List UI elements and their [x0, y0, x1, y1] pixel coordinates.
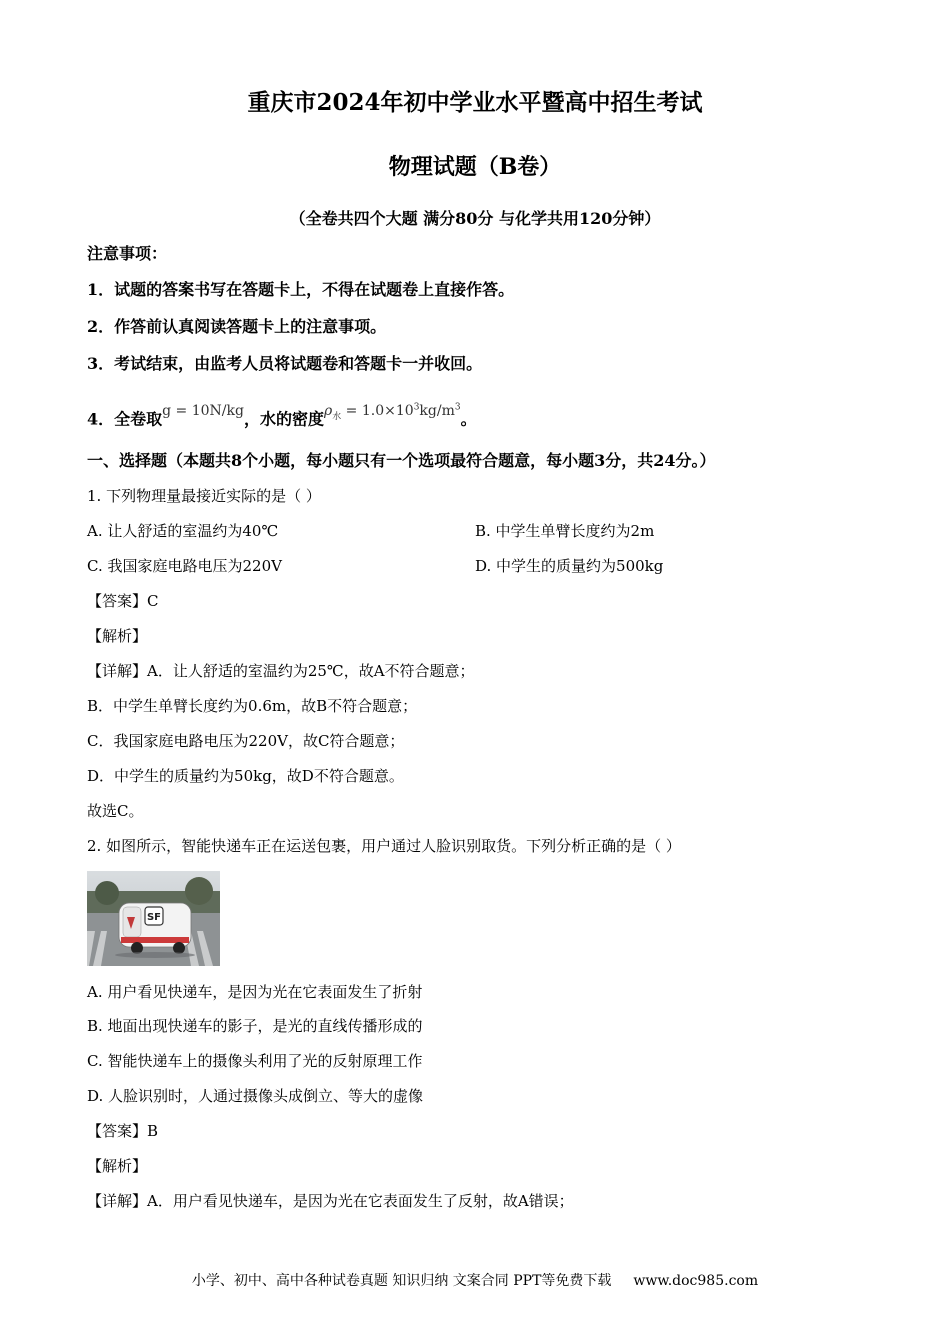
photo-tree-right: [185, 877, 213, 905]
gravity-formula: g = 10N/kg: [162, 402, 244, 419]
footer-text: 小学、初中、高中各种试卷真题 知识归纳 文案合同 PPT等免费下载: [191, 1273, 612, 1289]
q2-option-d: D. 人脸识别时，人通过摄像头成倒立、等大的虚像: [87, 1087, 424, 1105]
notice-heading: 注意事项：: [87, 244, 168, 263]
notice-item-4-prefix: 4．全卷取: [87, 409, 163, 429]
section-1-heading: 一、选择题（本题共8个小题，每小题只有一个选项最符合题意，每小题3分，共24分。）: [87, 451, 716, 470]
q1-detail-b: B．中学生单臂长度约为0.6m，故B不符合题意；: [87, 697, 418, 715]
photo-tree-left: [95, 881, 119, 905]
density-exponent: 3: [413, 402, 420, 412]
density-unit-exponent: 3: [454, 402, 461, 412]
q1-detail-a: 【详解】A．让人舒适的室温约为25℃，故A不符合题意；: [87, 662, 475, 680]
q1-analysis-label: 【解析】: [87, 627, 148, 645]
rho-symbol: ρ: [323, 402, 333, 419]
delivery-vehicle-photo: [87, 871, 220, 966]
q2-stem: 2. 如图所示，智能快递车正在运送包裹，用户通过人脸识别取货。下列分析正确的是（ ）: [87, 837, 681, 855]
notice-item-1: 1．试题的答案书写在答题卡上，不得在试题卷上直接作答。: [87, 280, 515, 299]
exam-title: 重庆市2024年初中学业水平暨高中招生考试: [247, 89, 703, 116]
q1-conclusion: 故选C。: [87, 802, 144, 820]
density-formula: [323, 402, 461, 422]
rho-subscript: 水: [332, 411, 342, 422]
q1-answer: 【答案】C: [87, 592, 159, 610]
q1-detail-c: C．我国家庭电路电压为220V，故C符合题意；: [87, 732, 405, 750]
notice-item-2: 2．作答前认真阅读答题卡上的注意事项。: [87, 317, 387, 336]
q2-analysis-label: 【解析】: [87, 1157, 148, 1175]
exam-subtitle: 物理试题（B卷）: [388, 154, 562, 180]
notice-item-4: [87, 402, 477, 436]
q2-option-c: C. 智能快递车上的摄像头利用了光的反射原理工作: [87, 1052, 423, 1070]
notice-item-4-end: 。: [460, 409, 477, 429]
vehicle-wheel-rear: [173, 942, 185, 954]
page-footer: [0, 1270, 950, 1290]
q1-option-c: C. 我国家庭电路电压为220V: [87, 557, 282, 575]
notice-item-3: 3．考试结束，由监考人员将试题卷和答题卡一并收回。: [87, 354, 483, 373]
q1-detail-d: D．中学生的质量约为50kg，故D不符合题意。: [87, 767, 404, 785]
q1-option-d: D. 中学生的质量约为500kg: [475, 557, 664, 575]
q2-option-b: B. 地面出现快递车的影子，是光的直线传播形成的: [87, 1017, 423, 1035]
sf-logo-text: SF: [146, 912, 162, 923]
density-unit: kg/m: [419, 402, 455, 419]
q1-option-b: B. 中学生单臂长度约为2m: [475, 522, 655, 540]
q1-option-a: A. 让人舒适的室温约为40℃: [87, 522, 279, 540]
vehicle-shadow: [115, 952, 195, 958]
q2-detail-a: 【详解】A．用户看见快递车，是因为光在它表面发生了反射，故A错误；: [87, 1192, 574, 1210]
density-value: = 1.0×10: [341, 402, 414, 419]
q2-answer: 【答案】B: [87, 1122, 159, 1140]
exam-note: （全卷共四个大题 满分80分 与化学共用120分钟）: [289, 209, 661, 228]
q1-stem: 1. 下列物理量最接近实际的是（ ）: [87, 487, 321, 505]
notice-item-4-middle: ，水的密度: [243, 409, 324, 429]
q2-option-a: A. 用户看见快递车，是因为光在它表面发生了折射: [87, 983, 423, 1001]
footer-url[interactable]: www.doc985.com: [633, 1273, 759, 1289]
